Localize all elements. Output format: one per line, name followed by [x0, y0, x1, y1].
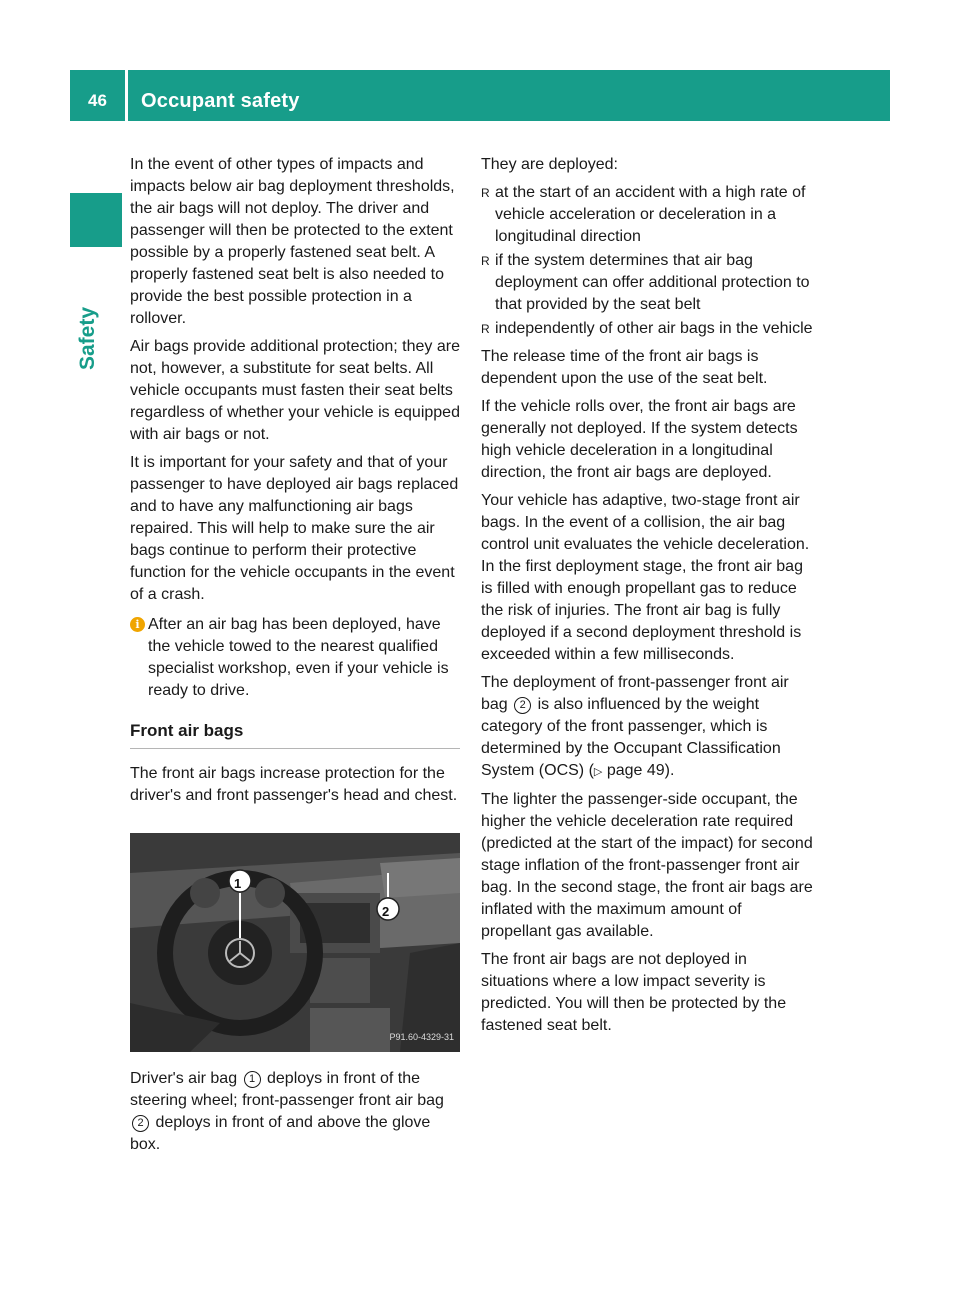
bullet-mark: R: [481, 322, 490, 336]
left-column: [130, 154, 460, 1162]
paragraph-text: is also influenced by the weight category of the front passenger, which is determined by the Occupant Classification System (OCS) (: [481, 696, 781, 779]
info-icon: i: [130, 617, 145, 632]
list-item-text: at the start of an accident with a high rate of vehicle acceleration or deceleration in a longitudinal direction: [495, 184, 806, 245]
info-note: [130, 614, 460, 702]
list-item: [481, 182, 813, 248]
deployment-conditions-list: [481, 182, 813, 340]
list-item: [481, 318, 813, 340]
paragraph: If the vehicle rolls over, the front air bags are generally not deployed. If the system detects high vehicle deceleration in a longitudinal direction, the front air bags are deployed.: [481, 398, 798, 481]
caption-text: deploys in front of the steering wheel; front-passenger front air bag: [130, 1070, 444, 1109]
callout-number-1: 1: [244, 1071, 261, 1088]
callout-1-label: 1: [234, 876, 242, 891]
bullet-mark: R: [481, 186, 490, 200]
caption-text: deploys in front of and above the glove box.: [130, 1114, 431, 1153]
paragraph: They are deployed:: [481, 156, 618, 173]
dashboard-illustration: [130, 833, 460, 1052]
list-item: [481, 250, 813, 316]
callout-number-2: 2: [132, 1115, 149, 1132]
section-title: Occupant safety: [141, 90, 300, 112]
image-code: P91.60-4329-31: [389, 1032, 454, 1042]
dashboard-photo: [130, 833, 460, 1052]
callout-number-2: 2: [514, 697, 531, 714]
caption-text: Driver's air bag: [130, 1070, 238, 1087]
list-item-text: if the system determines that air bag deployment can offer additional protection to that provided by the seat belt: [495, 252, 810, 313]
list-item-text: independently of other air bags in the vehicle: [495, 320, 813, 337]
paragraph: The release time of the front air bags is dependent upon the use of the seat belt.: [481, 348, 768, 387]
paragraph: [481, 672, 813, 783]
paragraph: In the event of other types of impacts and impacts below air bag deployment thresholds, the air bags will not deploy. The driver and passenger will then be protected to the extent possible by a properly fastened seat belt. A properly fastened seat belt is also needed to provide the best possible protection in a rollover.: [130, 156, 455, 327]
image-caption: [130, 1068, 460, 1156]
paragraph: The front air bags increase protection for the driver's and front passenger's head and chest.: [130, 765, 458, 804]
paragraph: Your vehicle has adaptive, two-stage front air bags. In the event of a collision, the air bag control unit evaluates the vehicle deceleration. In the first deployment stage, the front air bag is filled with enough propellant gas to reduce the risk of injuries. The front air bag is fully deployed if a second deployment threshold is exceeded within a few milliseconds.: [481, 492, 810, 663]
callout-2-label: 2: [382, 904, 390, 919]
subheading-front-air-bags: Front air bags: [130, 720, 460, 749]
page-number: 46: [88, 91, 107, 110]
paragraph: The lighter the passenger-side occupant, the higher the vehicle deceleration rate required (predicted at the start of the impact) for second stage inflation of the front-passenger front air bag. In the second stage, the front air bags are inflated with the maximum amount of propellant gas available.: [481, 791, 813, 940]
paragraph: Air bags provide additional protection; they are not, however, a substitute for seat belts. All vehicle occupants must fasten their seat belts regardless of whether your vehicle is equipped with air bags or not.: [130, 338, 460, 443]
header-divider: [125, 70, 128, 121]
paragraph-text: The deployment of front-passenger front air bag: [481, 674, 789, 713]
page-reference-arrow-icon: ▷: [593, 766, 603, 778]
right-column: [481, 154, 813, 1043]
bullet-mark: R: [481, 254, 490, 268]
page-reference-link[interactable]: page 49).: [606, 762, 675, 779]
paragraph: The front air bags are not deployed in situations where a low impact severity is predicted. You will then be protected by the fastened seat belt.: [481, 951, 787, 1034]
info-note-text: After an air bag has been deployed, have the vehicle towed to the nearest qualified specialist workshop, even if your vehicle is ready to drive.: [148, 616, 449, 699]
paragraph: It is important for your safety and that of your passenger to have deployed air bags replaced and to have any malfunctioning air bags repaired. This will help to make sure the air bags continue to perform their protective function for the vehicle occupants in the event of a crash.: [130, 454, 459, 603]
side-tab-marker: [70, 193, 122, 247]
side-tab-label: Safety: [76, 306, 99, 370]
